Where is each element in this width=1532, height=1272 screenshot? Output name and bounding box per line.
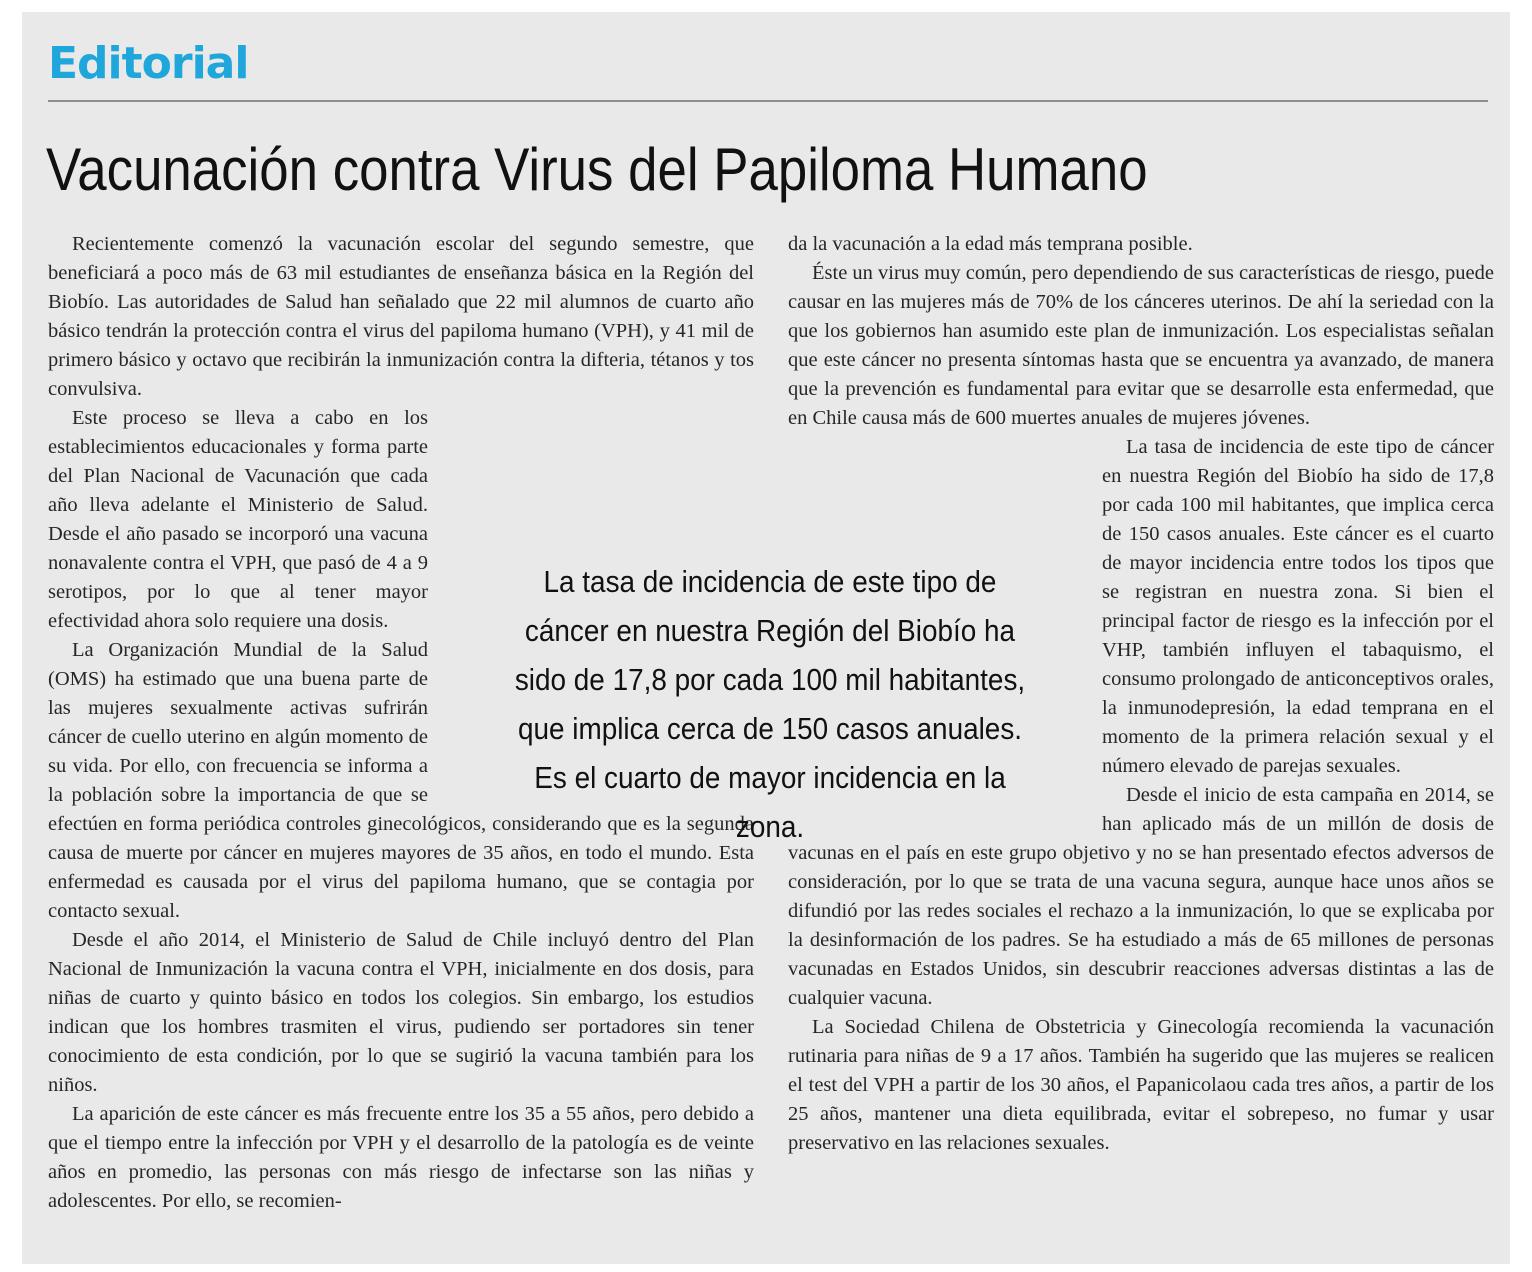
paragraph: La aparición de este cáncer es más frecuente entre los 35 a 55 años, pero debido a que el tiempo entre la infección por VPH y el desarrollo de la patología es de veinte años en promedio, las personas con más riesgo de infectarse son las niñas y adolescentes. Por ello, se recomien- xyxy=(48,1103,754,1212)
newspaper-page xyxy=(22,12,1510,1264)
pull-quote xyxy=(470,557,1070,851)
paragraph: Recientemente comenzó la vacunación escolar del segundo semestre, que beneficiará a poco más de 63 mil estudiantes de enseñanza básica en la Región del Biobío. Las autoridades de Salud han señalado que 22 mil alumnos de cuarto año básico tendrán la protección contra el virus del papiloma humano (VPH), y 41 mil de primero básico y octavo que recibirán la inmunización contra la difteria, tétanos y tos convulsiva. xyxy=(48,233,754,400)
headline: Vacunación contra Virus del Papiloma Humano xyxy=(46,136,1148,203)
paragraph: da la vacunación a la edad más temprana posible. xyxy=(788,233,1193,255)
paragraph: La Organización Mundial de la Salud (OMS) ha estimado que una buena parte de las mujeres sexualmente activas sufrirán cáncer de cuello uterino en algún momento de su vida. Por ello, con frecuencia se informa a la población sobre la importancia de que se efectúen en forma periódica controles ginecológicos, considerando que es la segunda causa de muerte por cáncer en mujeres mayores de 35 años, en todo el mundo. Esta enfermedad es causada por el virus del papiloma humano, que se contagia por contacto sexual. xyxy=(48,639,754,922)
paragraph: La Sociedad Chilena de Obstetricia y Ginecología recomienda la vacunación rutinaria para niñas de 9 a 17 años. También ha sugerido que las mujeres se realicen el test del VPH a partir de los 30 años, el Papanicolaou cada tres años, a partir de los 25 años, mantener una dieta equilibrada, evitar el sobrepeso, no fumar y usar preservativo en las relaciones sexuales. xyxy=(788,1016,1494,1154)
paragraph: Este proceso se lleva a cabo en los establecimientos educacionales y forma parte del Plan Nacional de Vacunación que cada año lleva adelante el Ministerio de Salud. Desde el año pasado se incorporó una vacuna nonavalente contra el VPH, que pasó de 4 a 9 serotipos, por lo que al tener mayor efectividad ahora solo requiere una dosis. xyxy=(48,404,754,636)
section-label: Editorial xyxy=(48,38,249,89)
paragraph: La tasa de incidencia de este tipo de cáncer en nuestra Región del Biobío ha sido de 17,8 por cada 100 mil habitantes, que implica cerca de 150 casos anuales. Este cáncer es el cuarto de mayor incidencia entre todos los tipos que se registran en nuestra zona. Si bien el principal factor de riesgo es la infección por el VHP, también influyen el tabaquismo, el consumo prolongado de anticonceptivos orales, la inmunodepresión, la edad temprana en el momento de la primera relación sexual y el número elevado de parejas sexuales. xyxy=(788,433,1494,781)
paragraph: Desde el inicio de esta campaña en 2014, se han aplicado más de un millón de dosis de vacunas en el país en este grupo objetivo y no se han presentado efectos adversos de consideración, por lo que se trata de una vacuna segura, aunque hace unos años se difundió por las redes sociales el rechazo a la inmunización, lo que se explicaba por la desinformación de los padres. Se ha estudiado a más de 65 millones de personas vacunadas en Estados Unidos, sin descubrir reacciones adversas distintas a las de cualquier vacuna. xyxy=(788,784,1494,1009)
paragraph: Éste un virus muy común, pero dependiendo de sus características de riesgo, puede causar en las mujeres más de 70% de los cánceres uterinos. De ahí la seriedad con la que los gobiernos han asumido este plan de inmunización. Los especialistas señalan que este cáncer no presenta síntomas hasta que se encuentra ya avanzado, de manera que la prevención es fundamental para evitar que se desarrolle esta enfermedad, que en Chile causa más de 600 muertes anuales de mujeres jóvenes. xyxy=(788,262,1494,429)
paragraph: Desde el año 2014, el Ministerio de Salud de Chile incluyó dentro del Plan Nacional de Inmunización la vacuna contra el VPH, inicialmente en dos dosis, para niñas de cuarto y quinto básico en todos los colegios. Sin embargo, los estudios indican que los hombres trasmiten el virus, pudiendo ser portadores sin tener conocimiento de esta condición, por lo que se sugirió la vacuna también para los niños. xyxy=(48,929,754,1096)
pull-quote-text: La tasa de incidencia de este tipo de cáncer en nuestra Región del Biobío ha sido de 17,8 por cada 100 mil habitantes, que implica cerca de 150 casos anuales. Es el cuarto de mayor incidencia en la zona. xyxy=(514,564,1026,844)
section-divider xyxy=(48,100,1488,102)
